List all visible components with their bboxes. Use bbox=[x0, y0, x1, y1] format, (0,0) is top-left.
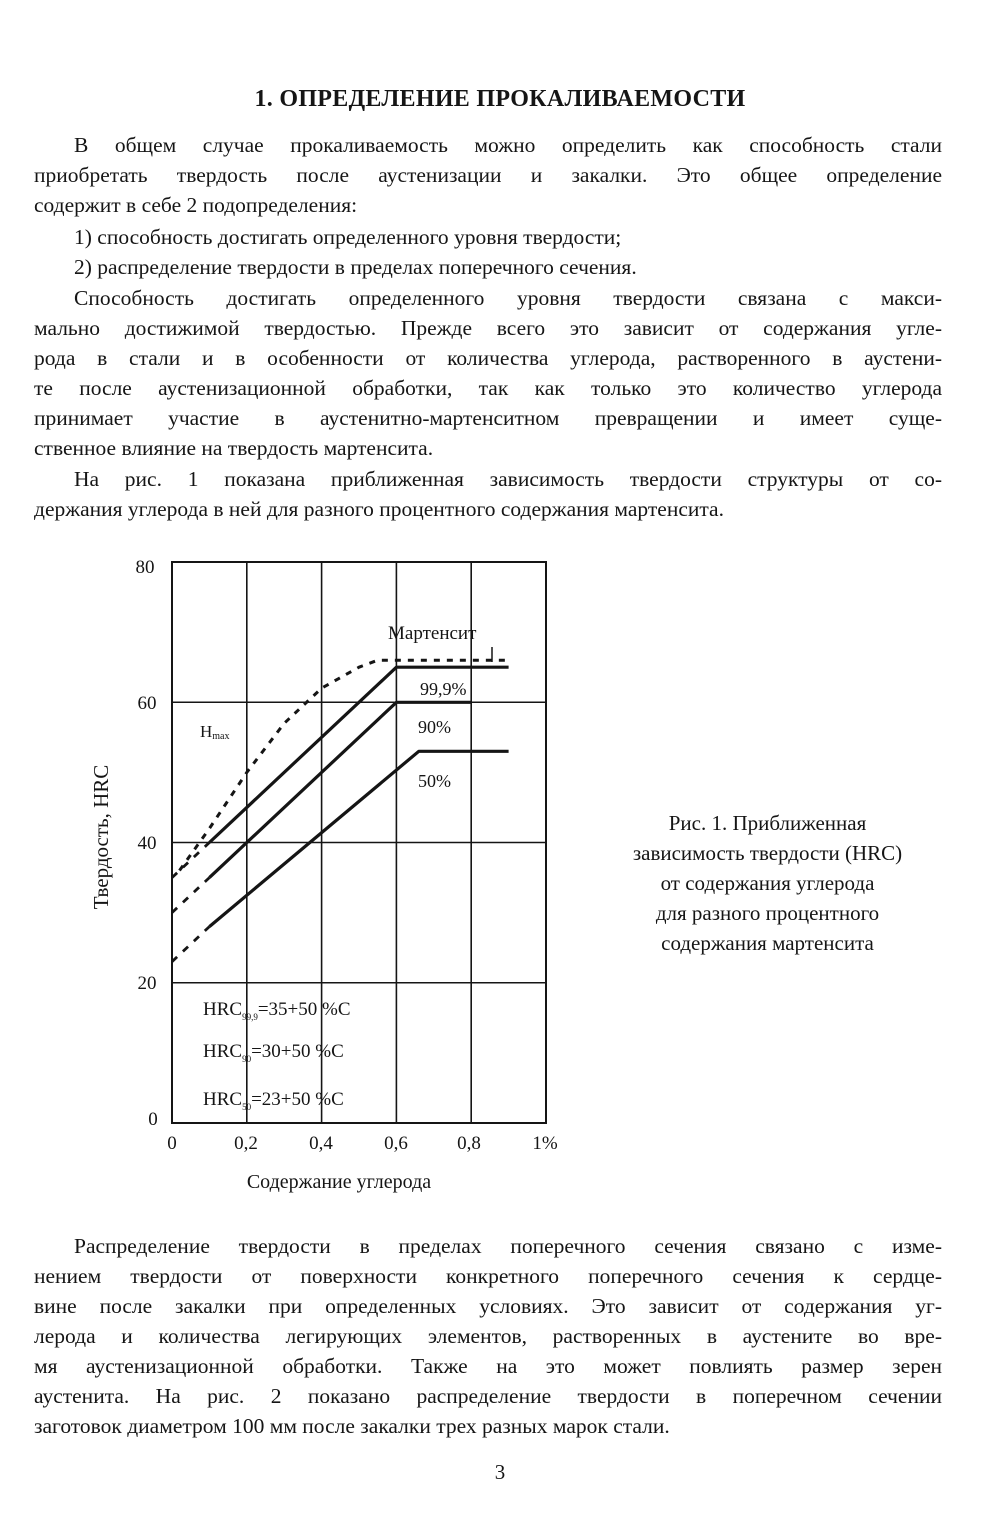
formula-rest: =23+50 %C bbox=[251, 1089, 344, 1110]
text-line: нением твердости от поверхности конкретного поперечного сечения к сердце- bbox=[34, 1264, 942, 1288]
text-line: ственное влияние на твердость мартенсита. bbox=[34, 436, 434, 460]
caption-line: для разного процентного bbox=[655, 901, 880, 925]
series-label-99-9: 99,9% bbox=[420, 679, 467, 699]
xtick-label: 0,4 bbox=[309, 1133, 333, 1154]
formula-main: HRC bbox=[203, 1089, 243, 1110]
paragraph-4 bbox=[34, 1231, 942, 1441]
formula-2 bbox=[203, 1041, 344, 1064]
page-number: 3 bbox=[494, 1460, 506, 1484]
xtick-label: 0,6 bbox=[384, 1133, 408, 1154]
xtick-label: 1% bbox=[532, 1133, 558, 1154]
text-line: рода в стали и в особенности от количества углерода, растворенного в аустени- bbox=[34, 346, 942, 370]
ytick-label: 60 bbox=[137, 693, 157, 714]
text-line: мально достижимой твердостью. Прежде всего это зависит от содержания угле- bbox=[34, 316, 942, 340]
formula-3 bbox=[203, 1089, 344, 1112]
martensite-label: Мартенсит bbox=[388, 623, 477, 644]
hmax-sub: max bbox=[212, 731, 230, 742]
ytick-label: 80 bbox=[135, 557, 155, 578]
series-label-50: 50% bbox=[418, 771, 451, 791]
section-heading: 1. ОПРЕДЕЛЕНИЕ ПРОКАЛИВАЕМОСТИ bbox=[254, 86, 746, 112]
text-line: Способность достигать определенного уровня твердости связана с макси- bbox=[74, 286, 942, 310]
text-line: На рис. 1 показана приближенная зависимость твердости структуры от со- bbox=[74, 467, 942, 491]
text-line: мя аустенизационной обработки. Также на это может повлиять размер зерен bbox=[34, 1354, 942, 1378]
paragraph-2 bbox=[34, 283, 942, 463]
text-line: приобретать твердость после аустенизации и закалки. Это общее определение bbox=[34, 163, 942, 187]
text-line: принимает участие в аустенитно-мартенситном превращении и имеет суще- bbox=[34, 406, 942, 430]
caption-line: от содержания углерода bbox=[660, 871, 875, 895]
caption-line: зависимость твердости (HRC) bbox=[632, 841, 903, 865]
series-line bbox=[172, 843, 209, 878]
ytick-label: 20 bbox=[137, 973, 157, 994]
formula-main: HRC bbox=[203, 1041, 243, 1062]
formula-sub: 99,9 bbox=[242, 1012, 258, 1022]
text-line: те после аустенизационной обработки, так как только это количество углерода bbox=[34, 376, 942, 400]
formula-sub: 50 bbox=[242, 1102, 252, 1112]
series-line bbox=[209, 751, 508, 926]
formula-main: HRC bbox=[203, 999, 243, 1020]
hmax-label bbox=[200, 722, 230, 742]
chart-grid bbox=[172, 562, 546, 1123]
formula-rest: =35+50 %C bbox=[257, 999, 351, 1020]
paragraph-3 bbox=[34, 464, 942, 524]
list-item-2: 2) распределение твердости в пределах поперечного сечения. bbox=[74, 255, 637, 279]
text-line: лерода и количества легирующих элементов, растворенных в аустените во вре- bbox=[34, 1324, 942, 1348]
caption-line: Рис. 1. Приближенная bbox=[668, 811, 867, 835]
formula-sub: 90 bbox=[242, 1054, 252, 1064]
xtick-label: 0 bbox=[167, 1133, 177, 1154]
text-line: вине после закалки при определенных условиях. Это зависит от содержания уг- bbox=[34, 1294, 942, 1318]
text-line: держания углерода в ней для разного процентного содержания мартенсита. bbox=[34, 497, 724, 521]
caption-line: содержания мартенсита bbox=[661, 931, 874, 955]
paragraph-1 bbox=[34, 130, 942, 220]
ytick-label: 0 bbox=[148, 1109, 158, 1130]
text-line: заготовок диаметром 100 мм после закалки трех разных марок стали. bbox=[34, 1414, 670, 1438]
xtick-label: 0,2 bbox=[234, 1133, 258, 1154]
y-axis-label: Твердость, HRC bbox=[89, 764, 113, 910]
text-line: В общем случае прокаливаемость можно определить как способность стали bbox=[74, 133, 942, 157]
text-line: Распределение твердости в пределах поперечного сечения связано с изме- bbox=[74, 1234, 942, 1258]
hardness-chart bbox=[0, 545, 600, 1205]
ytick-label: 40 bbox=[137, 833, 157, 854]
xtick-label: 0,8 bbox=[457, 1133, 481, 1154]
x-axis-label: Содержание углерода bbox=[246, 1171, 432, 1193]
formula-rest: =30+50 %C bbox=[251, 1041, 344, 1062]
text-line: аустенита. На рис. 2 показано распределение твердости в поперечном сечении bbox=[34, 1384, 942, 1408]
series-label-90: 90% bbox=[418, 717, 451, 737]
formula-1 bbox=[203, 999, 351, 1022]
figure-caption bbox=[600, 808, 935, 958]
list-item-1: 1) способность достигать определенного уровня твердости; bbox=[74, 225, 622, 249]
text-line: содержит в себе 2 подопределения: bbox=[34, 193, 358, 217]
hmax-main: H bbox=[200, 722, 213, 741]
series-line bbox=[172, 878, 209, 913]
series-line bbox=[172, 927, 209, 962]
